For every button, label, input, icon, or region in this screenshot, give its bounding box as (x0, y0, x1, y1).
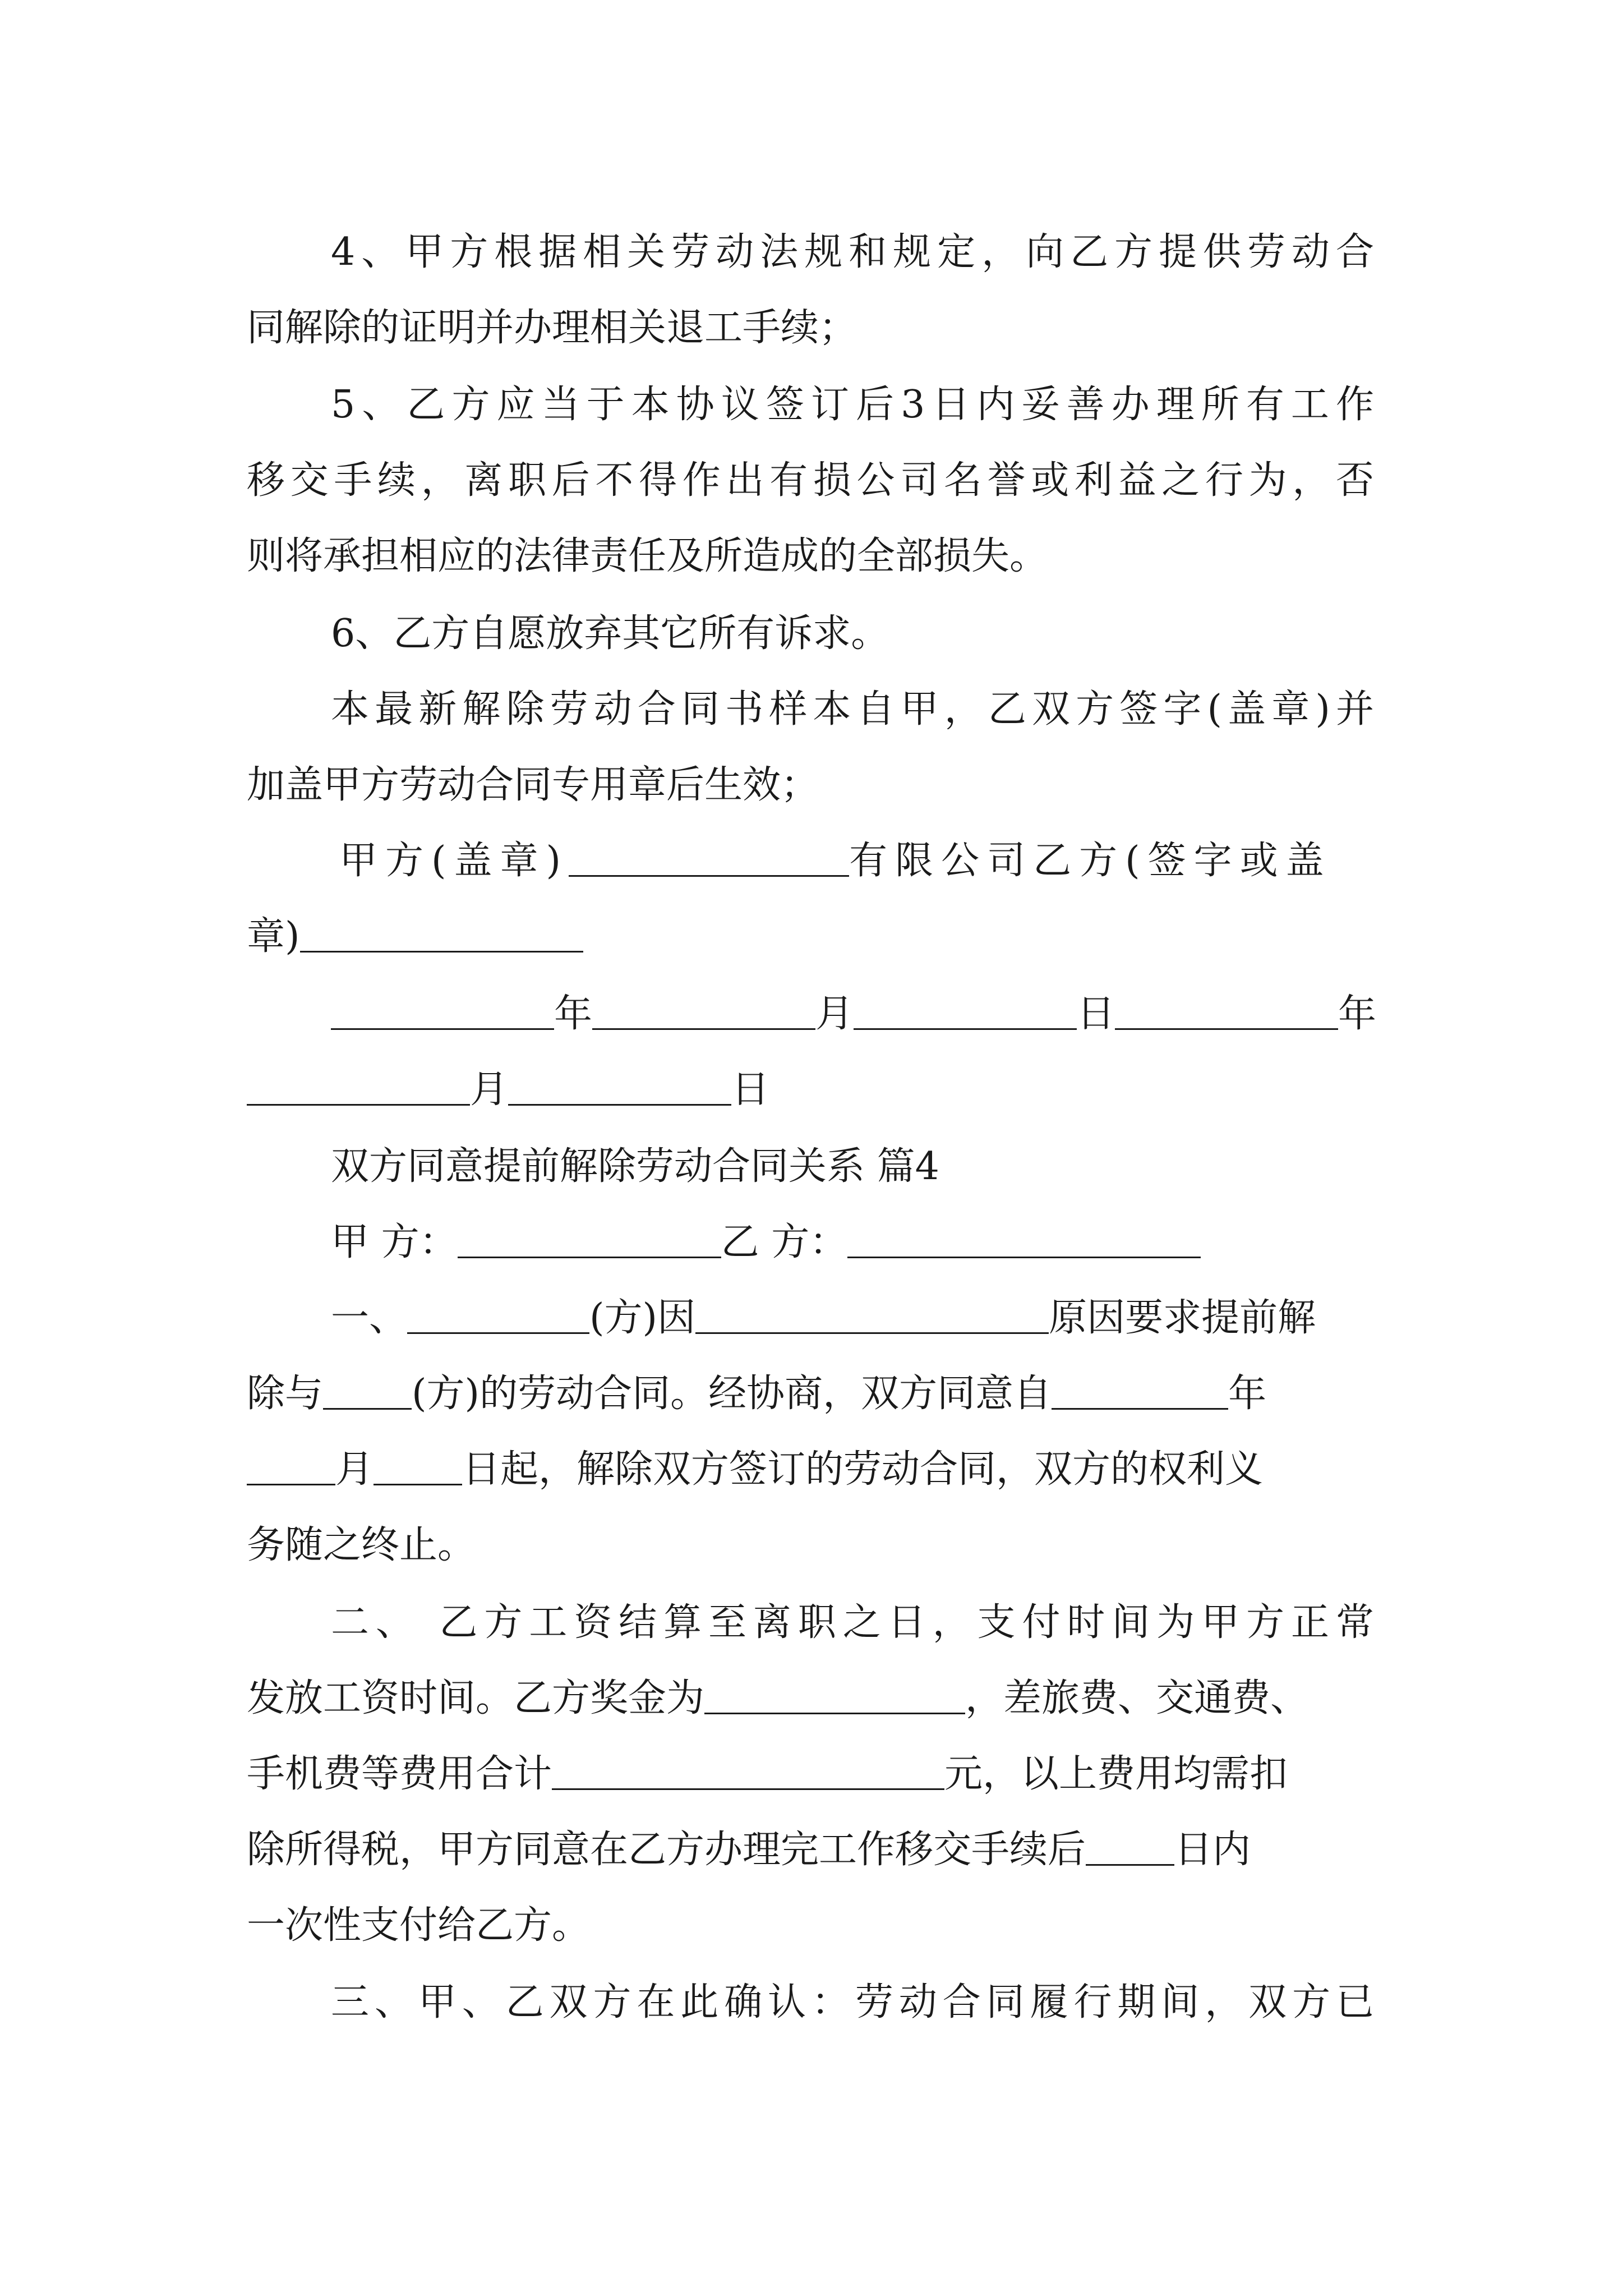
clause-1-year-blank (1052, 1374, 1228, 1410)
day-label-a: 日 (1077, 992, 1115, 1036)
clause-2-bonus-blank (704, 1679, 965, 1714)
clause-1-month: 月 (335, 1447, 374, 1492)
clause-2-expense-blank (552, 1755, 944, 1790)
clause-2-l4-a: 除所得税，甲方同意在乙方办理完工作移交手续后 (247, 1828, 1086, 1872)
clause-2-l2-b: ，差旅费、交通费、 (965, 1676, 1309, 1720)
clause-1-l2-b: (方)的劳动合同。经协商，双方同意自 (412, 1372, 1052, 1416)
clause-1-party-blank (407, 1299, 589, 1334)
section-title: 双方同意提前解除劳动合同关系 篇4 (331, 1144, 939, 1189)
signature-line-2 (247, 898, 1374, 976)
clause-2-line-3 (247, 1735, 1374, 1814)
clause-1-prefix: 一、 (331, 1296, 408, 1340)
clause-1-line-4: 务随之终止。 (247, 1523, 476, 1567)
clause-1-other-party-blank (323, 1374, 412, 1410)
day-label-b: 日 (731, 1068, 770, 1112)
clause-1-month-blank (247, 1450, 335, 1485)
date-line-2 (247, 1051, 1374, 1129)
item-4-line-2: 同解除的证明并办理相关退工手续； (247, 306, 857, 350)
company-party-b-label: 有限公司乙方(签字或盖 (849, 839, 1332, 883)
party-a-name-blank (458, 1223, 721, 1258)
year-blank-b (1115, 995, 1338, 1030)
item-5-line-3: 则将承担相应的法律责任及所造成的全部损失。 (247, 534, 1048, 578)
clause-1-reason-text: 原因要求提前解 (1049, 1296, 1316, 1340)
clause-1-l2-c: 年 (1228, 1372, 1267, 1416)
clause-2-line-1: 二、 乙方工资结算至离职之日，支付时间为甲方正常 (331, 1600, 1374, 1645)
effect-line-1: 本最新解除劳动合同书样本自甲，乙双方签字(盖章)并 (331, 687, 1374, 731)
item-5-line-2: 移交手续，离职后不得作出有损公司名誉或利益之行为，否 (247, 458, 1374, 503)
month-label-a: 月 (815, 992, 854, 1036)
party-b-name-blank (847, 1223, 1201, 1258)
clause-2-line-4 (247, 1811, 1374, 1889)
clause-1-day-blank (374, 1450, 462, 1485)
clause-1-line-1 (247, 1279, 1374, 1358)
year-label-a: 年 (554, 992, 593, 1036)
item-6: 6、乙方自愿放弃其它所有诉求。 (331, 611, 889, 656)
clause-2-line-2 (247, 1659, 1374, 1738)
clause-2-l3-b: 元，以上费用均需扣 (944, 1752, 1288, 1796)
day-blank-b (508, 1070, 731, 1106)
clause-2-days-blank (1086, 1830, 1174, 1866)
signature-line (247, 822, 1374, 900)
party-a-seal-label: 甲方(盖章) (339, 839, 569, 883)
party-a-label: 甲 方： (331, 1220, 458, 1264)
clause-2-l2-a: 发放工资时间。乙方奖金为 (247, 1676, 705, 1720)
day-blank-a (854, 995, 1077, 1030)
clause-1-line-3 (247, 1430, 1374, 1509)
month-label-b: 月 (470, 1068, 509, 1112)
year-blank-a (331, 995, 554, 1030)
effect-line-2: 加盖甲方劳动合同专用章后生效； (247, 763, 819, 807)
clause-1-side: (方)因 (589, 1296, 696, 1340)
item-5-line-1: 5、乙方应当于本协议签订后3日内妥善办理所有工作 (331, 383, 1374, 427)
clause-2-l4-b: 日内 (1174, 1828, 1251, 1872)
clause-1-line-2 (247, 1355, 1374, 1433)
party-b-blank (300, 917, 583, 953)
date-line-1 (247, 975, 1377, 1053)
party-a-blank (569, 841, 849, 877)
clause-2-line-5: 一次性支付给乙方。 (247, 1903, 591, 1948)
seal-end-label: 章) (247, 914, 300, 959)
party-b-label: 乙 方： (721, 1220, 848, 1264)
parties-line (247, 1203, 1374, 1282)
clause-3-line-1: 三、甲、乙双方在此确认：劳动合同履行期间，双方已 (331, 1980, 1374, 2024)
item-4-line-1: 4、甲方根据相关劳动法规和规定，向乙方提供劳动合 (331, 230, 1374, 274)
clause-1-l2-a: 除与 (247, 1372, 324, 1416)
month-blank-a (592, 995, 815, 1030)
clause-1-reason-blank (695, 1299, 1049, 1334)
clause-1-l3-rest: 日起，解除双方签订的劳动合同，双方的权利义 (462, 1447, 1264, 1492)
year-label-b: 年 (1338, 992, 1377, 1036)
month-blank-b (247, 1070, 470, 1106)
clause-2-l3-a: 手机费等费用合计 (247, 1752, 552, 1796)
